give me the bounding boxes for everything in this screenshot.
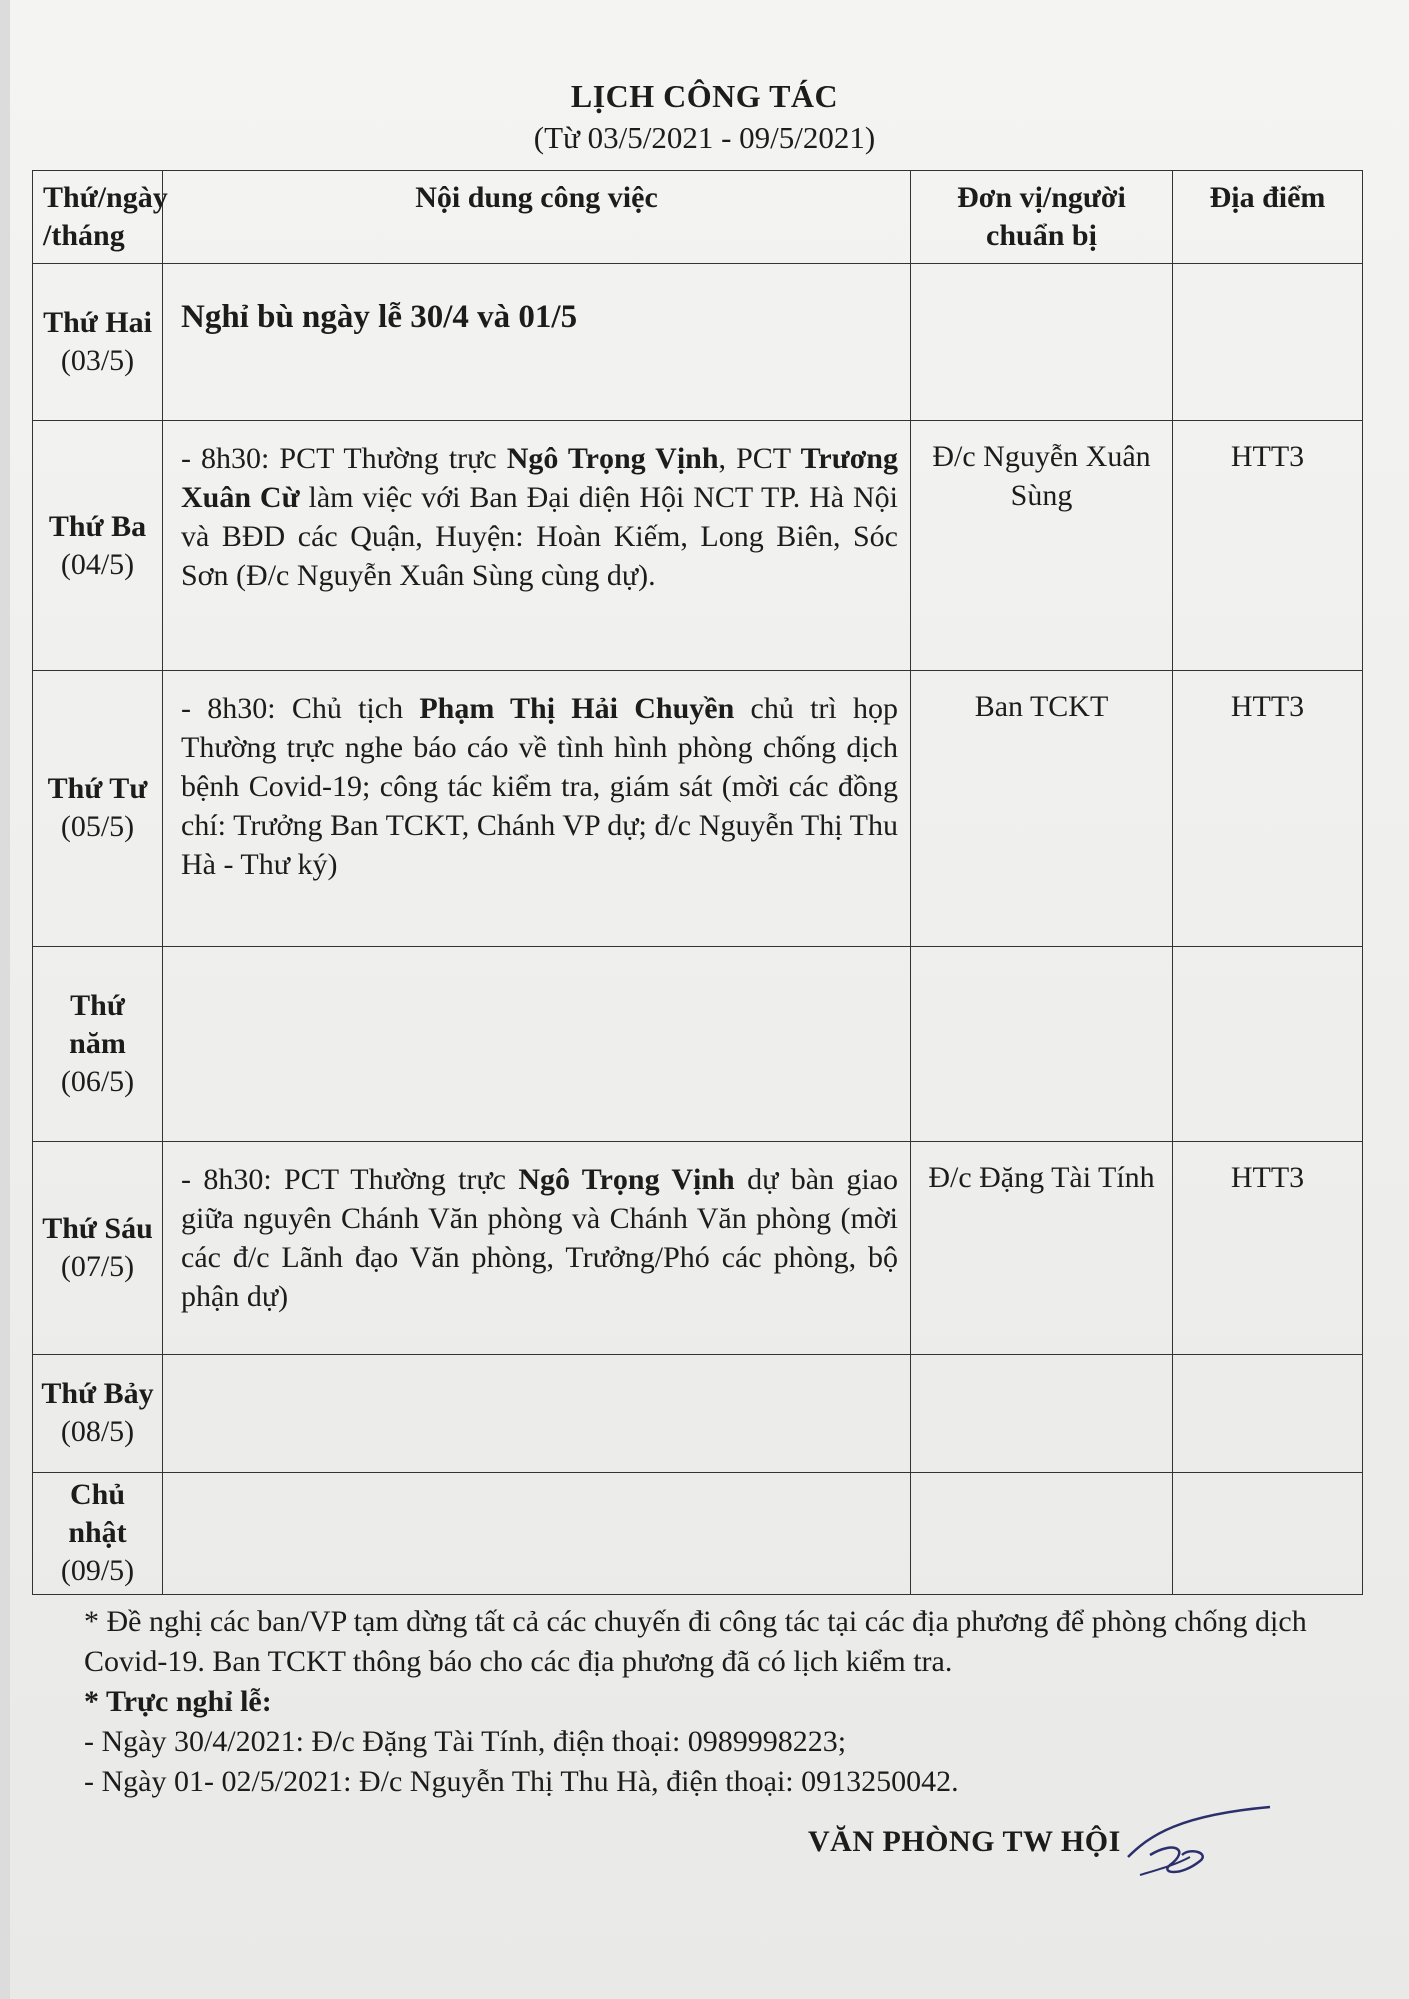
covid-note: * Đề nghị các ban/VP tạm dừng tất cả các chuyến đi công tác tại các địa phương để phòng chống dịch Covid-19. Ban TCKT thông báo cho các địa phương đã có lịch kiểm tra. (84, 1605, 1307, 1678)
document-date-range: (Từ 03/5/2021 - 09/5/2021) (533, 120, 876, 155)
person-name: Trương Xuân Cừ (181, 442, 898, 515)
table-row (33, 1141, 1363, 1354)
notes-section (84, 1602, 1344, 1802)
place-cell (1173, 1354, 1363, 1472)
table-row (33, 1354, 1363, 1472)
content-cell: Nghỉ bù ngày lễ 30/4 và 01/5 (163, 264, 911, 421)
table-row (33, 671, 1363, 946)
content-cell (163, 1472, 911, 1594)
place-cell (1173, 946, 1363, 1141)
table-row (33, 421, 1363, 671)
unit-cell (911, 1354, 1173, 1472)
place-cell (1173, 1472, 1363, 1594)
document-title: LỊCH CÔNG TÁC (570, 78, 839, 114)
content-cell: - 8h30: PCT Thường trực Ngô Trọng Vịnh dự bàn giao giữa nguyên Chánh Văn phòng và Chánh Văn phòng (mời các đ/c Lãnh đạo Văn phòng, Trưởng/Phó các phòng, bộ phận dự) (163, 1141, 911, 1354)
table-row (33, 1472, 1363, 1594)
header-day: Thứ/ngày /tháng (33, 171, 163, 264)
day-cell: Thứ Bảy (08/5) (33, 1354, 163, 1472)
day-cell: Thứ năm (06/5) (33, 946, 163, 1141)
person-name: Phạm Thị Hải Chuyền (419, 692, 735, 726)
duty-heading: * Trực nghỉ lễ: (84, 1685, 272, 1718)
day-cell: Chủ nhật (09/5) (33, 1472, 163, 1594)
place-cell: HTT3 (1173, 671, 1363, 946)
header-content: Nội dung công việc (163, 171, 911, 264)
header-unit: Đơn vị/người chuẩn bị (911, 171, 1173, 264)
day-cell: Thứ Tư (05/5) (33, 671, 163, 946)
header-place: Địa điểm (1173, 171, 1363, 264)
place-cell: HTT3 (1173, 1141, 1363, 1354)
person-name: Ngô Trọng Vịnh (506, 442, 719, 476)
place-cell: HTT3 (1173, 421, 1363, 671)
handwritten-signature-icon (1120, 1795, 1280, 1885)
table-row (33, 264, 1363, 421)
place-cell (1173, 264, 1363, 421)
duty-line: - Ngày 30/4/2021: Đ/c Đặng Tài Tính, điện thoại: 0989998223; (84, 1725, 847, 1758)
unit-cell: Ban TCKT (911, 671, 1173, 946)
content-cell: - 8h30: PCT Thường trực Ngô Trọng Vịnh, PCT Trương Xuân Cừ làm việc với Ban Đại diện Hội NCT TP. Hà Nội và BĐD các Quận, Huyện: Hoàn Kiếm, Long Biên, Sóc Sơn (Đ/c Nguyễn Xuân Sùng cùng dự). (163, 421, 911, 671)
unit-cell (911, 264, 1173, 421)
table-row (33, 946, 1363, 1141)
unit-cell: Đ/c Nguyễn Xuân Sùng (911, 421, 1173, 671)
person-name: Ngô Trọng Vịnh (518, 1162, 735, 1196)
day-cell: Thứ Sáu (07/5) (33, 1141, 163, 1354)
duty-line: - Ngày 01- 02/5/2021: Đ/c Nguyễn Thị Thu Hà, điện thoại: 0913250042. (84, 1765, 959, 1798)
content-cell (163, 946, 911, 1141)
unit-cell (911, 1472, 1173, 1594)
schedule-table (32, 170, 1363, 1595)
content-cell (163, 1354, 911, 1472)
unit-cell: Đ/c Đặng Tài Tính (911, 1141, 1173, 1354)
unit-cell (911, 946, 1173, 1141)
content-cell: - 8h30: Chủ tịch Phạm Thị Hải Chuyền chủ trì họp Thường trực nghe báo cáo về tình hình phòng chống dịch bệnh Covid-19; công tác kiểm tra, giám sát (mời các đồng chí: Trưởng Ban TCKT, Chánh VP dự; đ/c Nguyễn Thị Thu Hà - Thư ký) (163, 671, 911, 946)
signature-label: VĂN PHÒNG TW HỘI (808, 1825, 1121, 1858)
day-cell: Thứ Ba (04/5) (33, 421, 163, 671)
table-header-row (33, 171, 1363, 264)
day-cell: Thứ Hai (03/5) (33, 264, 163, 421)
